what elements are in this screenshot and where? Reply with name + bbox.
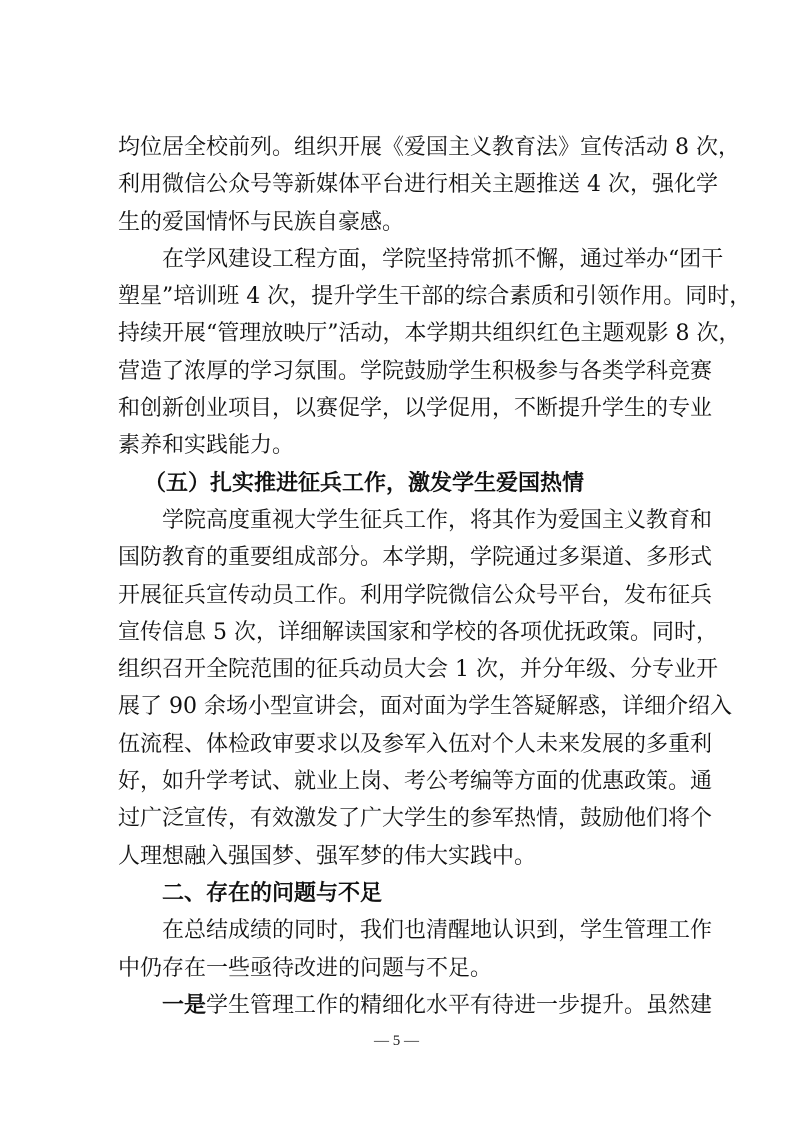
text-line [118, 987, 713, 1024]
subsection-heading: （五）扎实推进征兵工作，激发学生爱国热情 [144, 469, 585, 496]
text-line: 营造了浓厚的学习氛围。学院鼓励学生积极参与各类学科竞赛 [118, 358, 713, 384]
document-body [118, 129, 752, 1024]
text-line: 人理想融入强国梦、强军梦的伟大实践中。 [118, 843, 537, 869]
text-line: 过广泛宣传，有效激发了广大学生的参军热情，鼓励他们将个 [118, 806, 713, 832]
text-line: 伍流程、体检政审要求以及参军入伍对个人未来发展的多重利 [118, 731, 713, 757]
text-line: 塑星”培训班 4 次，提升学生干部的综合素质和引领作用。同时， [118, 284, 752, 310]
text-line: 生的爱国情怀与民族自豪感。 [118, 209, 405, 235]
text-line: 好，如升学考试、就业上岗、考公考编等方面的优惠政策。通 [118, 769, 713, 795]
text-line: 开展征兵宣传动员工作。利用学院微信公众号平台，发布征兵 [118, 582, 713, 608]
page-number: — 5 — [374, 1033, 419, 1049]
section-heading: 二、存在的问题与不足 [162, 880, 383, 906]
text-line: 组织召开全院范围的征兵动员大会 1 次，并分年级、分专业开 [118, 657, 718, 683]
text-line: 在学风建设工程方面，学院坚持常抓不懈，通过举办“团干 [162, 246, 724, 272]
text-line: 中仍存在一些亟待改进的问题与不足。 [118, 955, 493, 981]
text-line: 展了 90 余场小型宣讲会，面对面为学生答疑解惑，详细介绍入 [118, 694, 732, 720]
text-line: 国防教育的重要组成部分。本学期，学院通过多渠道、多形式 [118, 545, 713, 571]
text-span: 学生管理工作的精细化水平有待进一步提升。虽然建 [206, 992, 713, 1018]
text-line: 学院高度重视大学生征兵工作，将其作为爱国主义教育和 [162, 507, 713, 533]
text-line: 利用微信公众号等新媒体平台进行相关主题推送 4 次，强化学 [118, 172, 718, 198]
text-line: 在总结成绩的同时，我们也清醒地认识到，学生管理工作 [162, 918, 713, 944]
text-line: 和创新创业项目，以赛促学，以学促用，不断提升学生的专业 [118, 396, 713, 422]
text-line: 素养和实践能力。 [118, 433, 295, 459]
emphasis-lead: 一是 [162, 992, 207, 1018]
text-line: 持续开展“管理放映厅”活动，本学期共组织红色主题观影 8 次， [118, 321, 741, 347]
text-line: 宣传信息 5 次，详细解读国家和学校的各项优抚政策。同时， [118, 619, 718, 645]
text-line: 均位居全校前列。组织开展《爱国主义教育法》宣传活动 8 次， [118, 135, 740, 160]
